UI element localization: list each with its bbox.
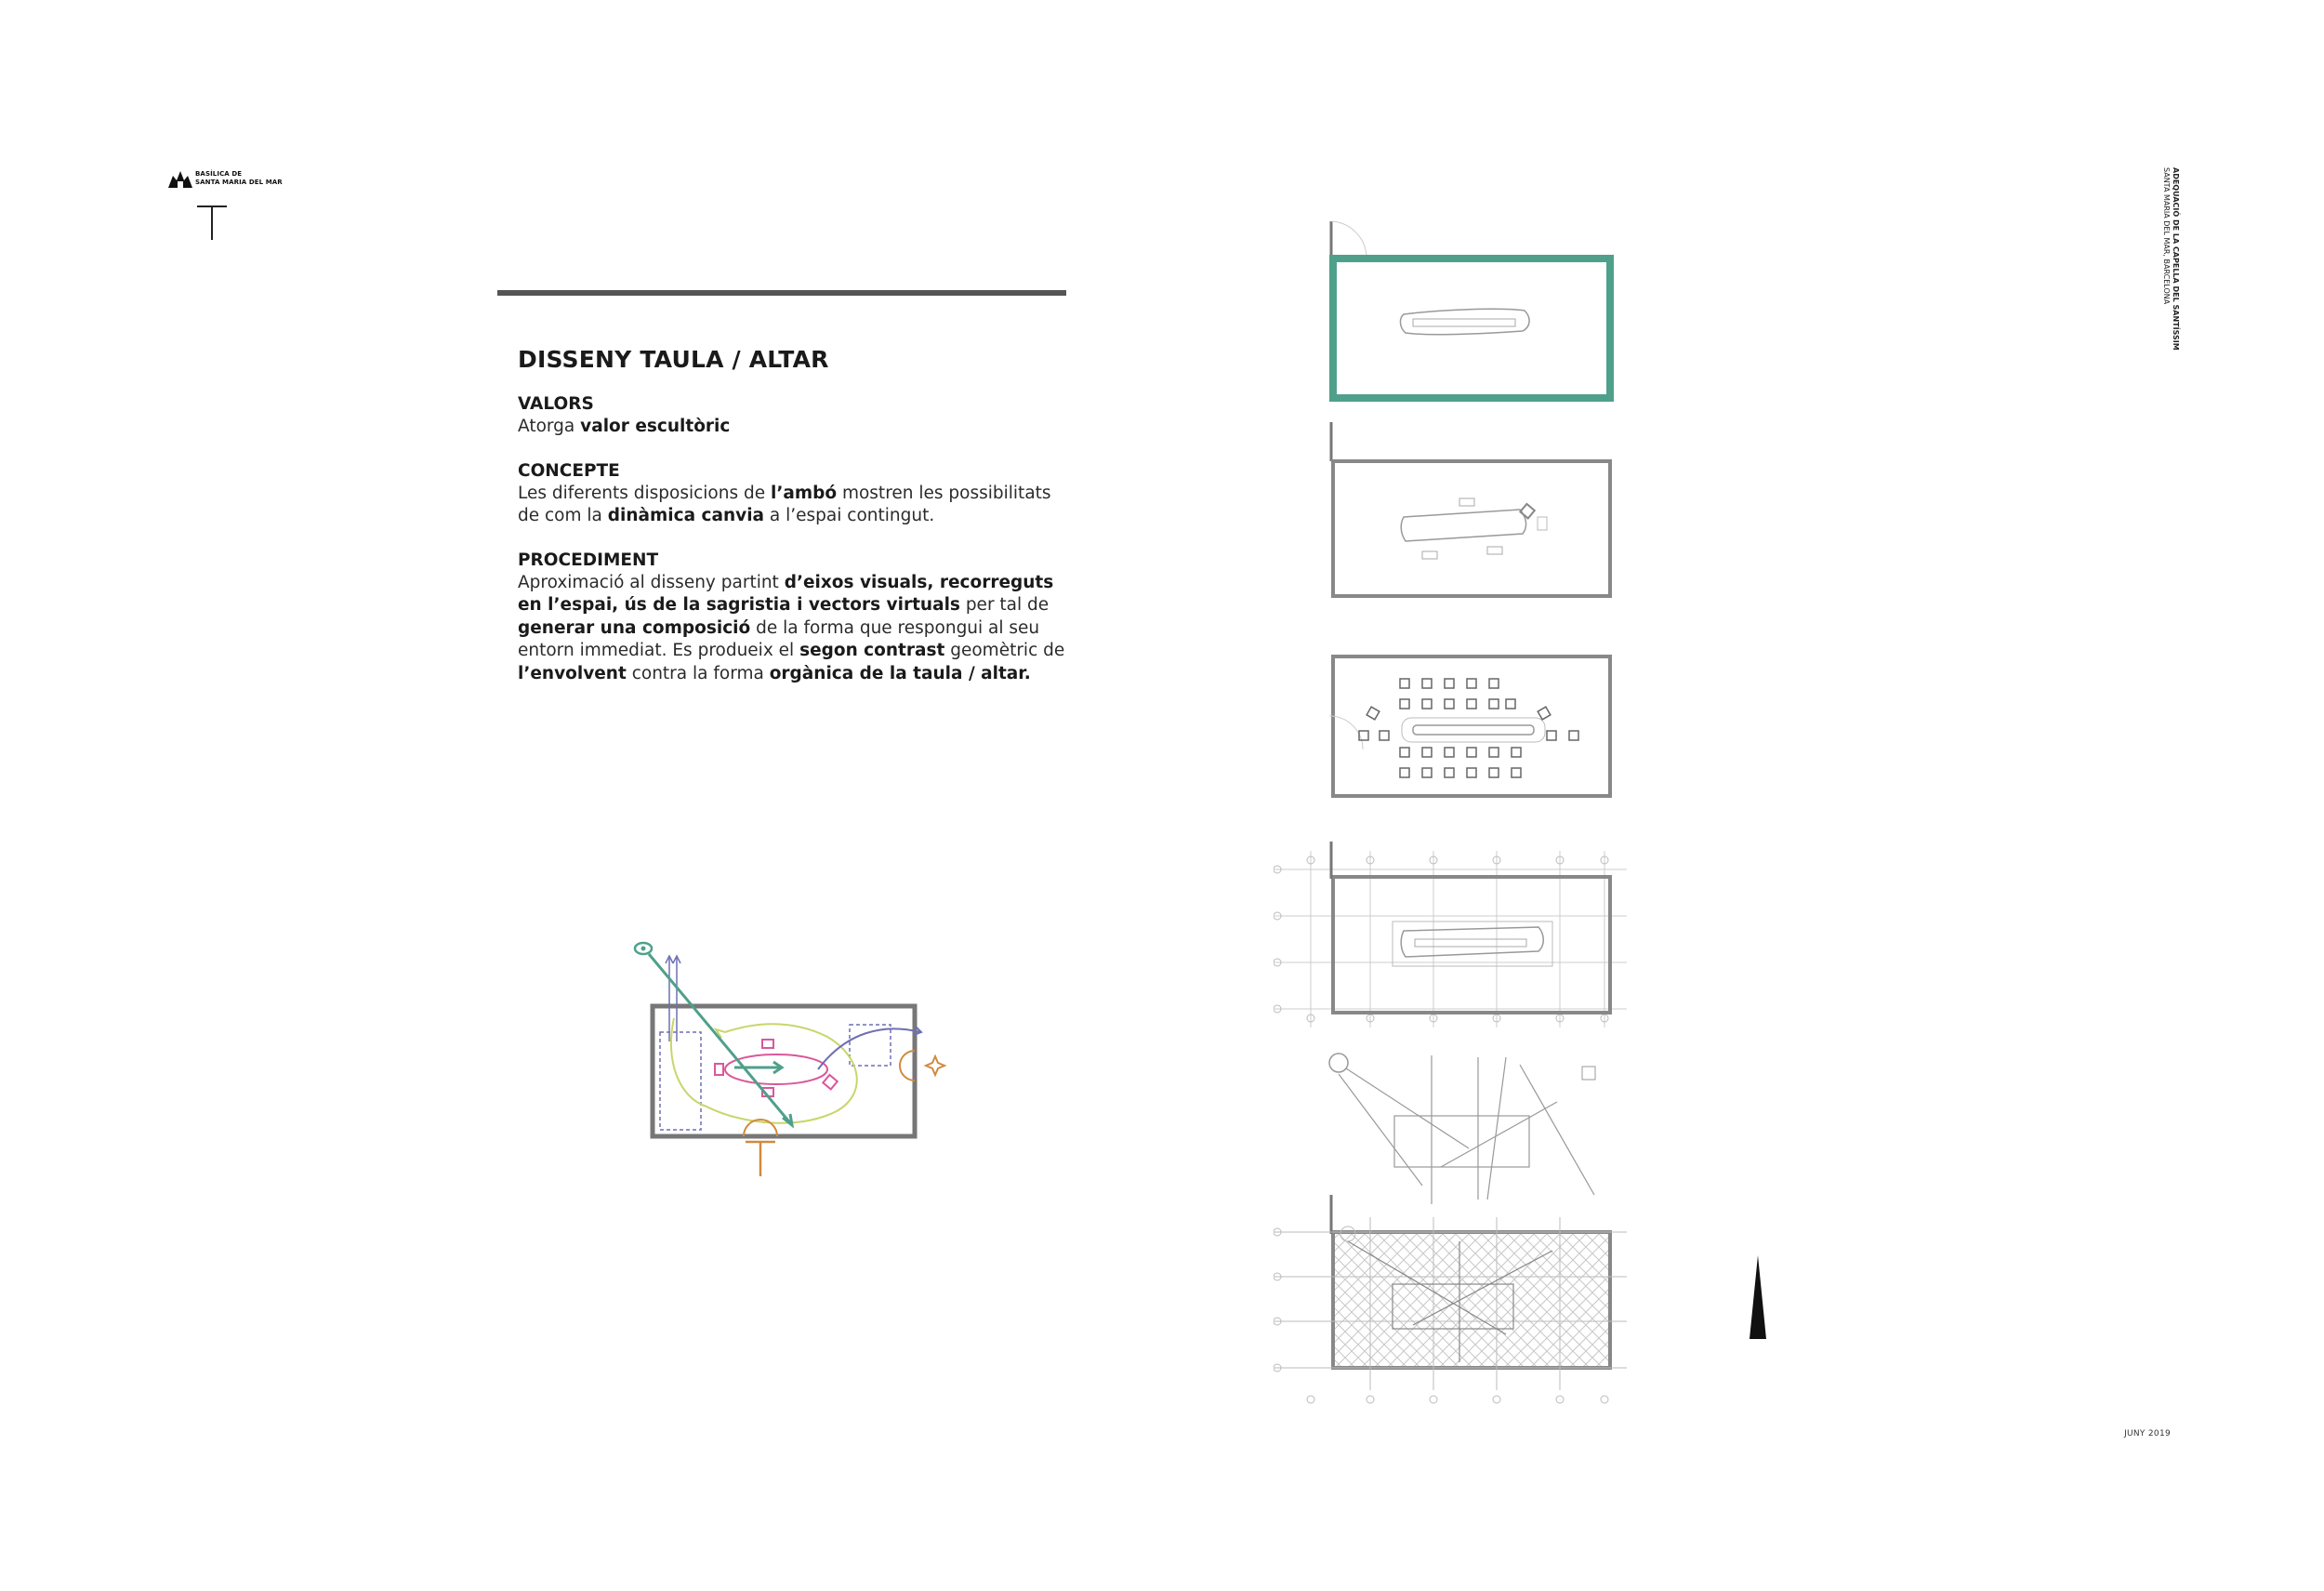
section-body-valors xyxy=(518,416,1076,439)
side-title-line-1: ADEQUACIÓ DE LA CAPELLA DEL SANTÍSSIM xyxy=(2172,167,2180,351)
text-segment: geomètric de xyxy=(944,641,1065,660)
plan-diagram-2 xyxy=(1311,417,1618,603)
text-segment-bold: d’eixos visuals, recorreguts en l’espai, ús de la sagristia i vectors virtuals xyxy=(518,572,1054,615)
text-segment: de la forma que respongui al seu entorn immediat. Es produeix el xyxy=(518,617,1040,660)
plan-diagram-1 xyxy=(1311,214,1618,409)
side-title-line-2: SANTA MARIA DEL MAR, BARCELONA xyxy=(2162,167,2171,305)
north-arrow-icon xyxy=(1748,1255,1768,1339)
text-segment-bold: l’ambó xyxy=(770,483,838,503)
concept-flow-diagram xyxy=(623,930,957,1181)
basilica-logo xyxy=(167,168,283,189)
basilica-logo-icon xyxy=(167,168,193,189)
text-segment-bold: segon contrast xyxy=(799,641,945,660)
section-body-concepte xyxy=(518,483,1076,528)
text-segment: mostren les possibilitats de com la xyxy=(518,483,1051,525)
text-segment: Atorga xyxy=(518,417,581,436)
text-segment: a l’espai contingut. xyxy=(764,506,935,525)
text-segment: contra la forma xyxy=(626,663,770,683)
text-segment: Les diferents disposicions de xyxy=(518,483,771,503)
plan-diagram-4 xyxy=(1274,842,1627,1028)
text-panel xyxy=(518,346,1076,707)
date-label: JUNY 2019 xyxy=(2124,1429,2171,1439)
text-segment: Aproximació al disseny partint xyxy=(518,572,785,592)
plan-diagram-6 xyxy=(1274,1195,1627,1409)
text-segment-bold: orgànica de la taula / altar. xyxy=(769,663,1031,683)
plan-diagram-3 xyxy=(1311,651,1618,809)
text-segment-bold: valor escultòric xyxy=(580,417,731,436)
text-segment-bold: l’envolvent xyxy=(518,663,627,683)
top-rule xyxy=(497,290,1066,296)
page-title: DISSENY TAULA / ALTAR xyxy=(518,346,829,373)
text-segment: per tal de xyxy=(959,595,1050,615)
text-segment-bold: generar una composició xyxy=(518,617,751,638)
section-heading-procediment: PROCEDIMENT xyxy=(518,550,659,570)
side-project-title xyxy=(2161,167,2180,372)
cross-icon xyxy=(195,203,229,240)
section-body-procediment xyxy=(518,572,1076,686)
logo-line-2: SANTA MARIA DEL MAR xyxy=(195,178,283,186)
section-heading-valors: VALORS xyxy=(518,394,594,414)
section-heading-concepte: CONCEPTE xyxy=(518,460,620,481)
logo-line-1: BASÍLICA DE xyxy=(195,170,243,178)
plan-diagram-5 xyxy=(1320,1046,1618,1213)
text-segment-bold: dinàmica canvia xyxy=(607,506,765,525)
